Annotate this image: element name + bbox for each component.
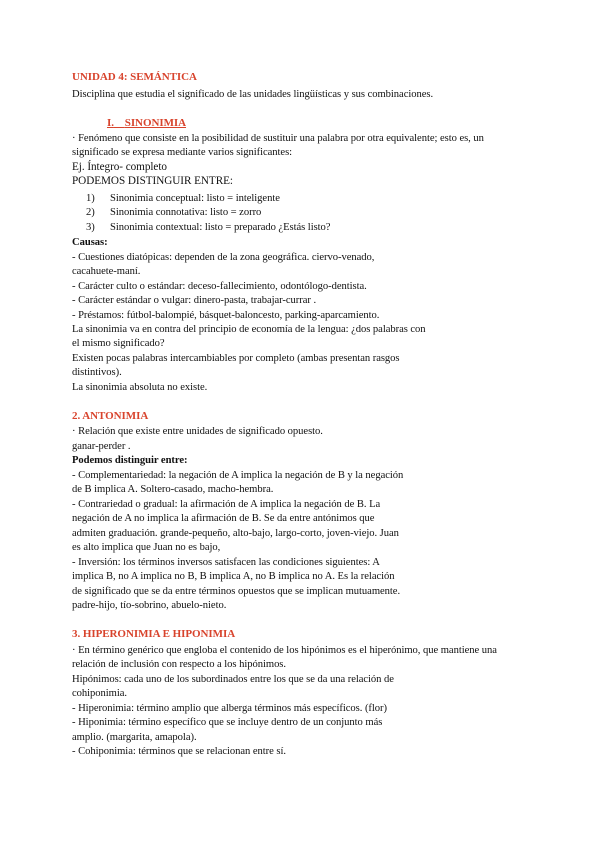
unit-title: UNIDAD 4: SEMÁNTICA (72, 71, 197, 83)
cause-line: - Préstamos: fútbol-balompié, básquet-baloncesto, parking-aparcamiento. (72, 310, 380, 321)
section-1-definition: · Fenómeno que consiste en la posibilidad de sustituir una palabra por otra equivalente; esto es, un (72, 133, 484, 144)
antonimia-line: - Inversión: los términos inversos satisfacen las condiciones siguientes: A (72, 557, 380, 568)
list-text: Sinonimia connotativa: listo = zorro (110, 207, 262, 218)
section-3-heading: 3. HIPERONIMIA E HIPONIMIA (72, 628, 236, 640)
section-2-definition: · Relación que existe entre unidades de significado opuesto. (72, 426, 323, 437)
hiperonimia-line: - Hiperonimia: término amplio que alberga términos más específicos. (flor) (72, 703, 387, 714)
section-2-distinguish: Podemos distinguir entre: (72, 455, 188, 466)
unit-description: Disciplina que estudia el significado de las unidades lingüísticas y sus combinaciones. (72, 89, 434, 100)
sinonimia-type-item (86, 221, 330, 234)
section-2-example: ganar-perder . (72, 441, 131, 452)
sinonimia-note: La sinonimia absoluta no existe. (72, 382, 208, 393)
section-1-example: Ej. Íntegro- completo (72, 161, 167, 173)
cause-line: cacahuete-maní. (72, 266, 141, 277)
sinonimia-type-item (86, 192, 280, 205)
section-1-title: SINONIMIA (124, 117, 187, 129)
section-1-number: I. (107, 117, 114, 129)
antonimia-line: padre-hijo, tío-sobrino, abuelo-nieto. (72, 600, 227, 611)
antonimia-line: es alto implica que Juan no es bajo, (72, 542, 221, 553)
sinonimia-note: distintivos). (72, 367, 122, 378)
cause-line: - Cuestiones diatópicas: dependen de la zona geográfica. ciervo-venado, (72, 252, 375, 263)
section-1-definition: significado se expresa mediante varios significantes: (72, 147, 293, 158)
hiperonimia-line: Hipónimos: cada uno de los subordinados entre los que se da una relación de (72, 674, 394, 685)
list-number: 3) (86, 222, 95, 233)
antonimia-line: - Complementariedad: la negación de A implica la negación de B y la negación (72, 470, 404, 481)
antonimia-line: - Contrariedad o gradual: la afirmación de A implica la negación de B. La (72, 499, 381, 510)
hiperonimia-line: amplio. (margarita, amapola). (72, 732, 197, 743)
list-text: Sinonimia contextual: listo = preparado ¿Estás listo? (110, 222, 331, 233)
sinonimia-note: La sinonimia va en contra del principio de economía de la lengua: ¿dos palabras con (72, 324, 426, 335)
causes-heading: Causas: (72, 237, 108, 248)
cause-line: - Carácter culto o estándar: deceso-fallecimiento, odontólogo-dentista. (72, 281, 367, 292)
section-1-distinguish: PODEMOS DISTINGUIR ENTRE: (72, 175, 233, 187)
hiperonimia-line: - Hiponimia: término específico que se incluye dentro de un conjunto más (72, 717, 383, 728)
list-number: 2) (86, 207, 95, 218)
section-1-heading (107, 117, 186, 130)
hiperonimia-line: · En término genérico que engloba el contenido de los hipónimos es el hiperónimo, que mantiene una (72, 645, 497, 656)
list-text: Sinonimia conceptual: listo = inteligente (110, 193, 280, 204)
section-2-heading: 2. ANTONIMIA (72, 410, 149, 422)
sinonimia-type-item (86, 206, 261, 219)
antonimia-line: admiten graduación. grande-pequeño, alto-bajo, largo-corto, joven-viejo. Juan (72, 528, 399, 539)
hiperonimia-line: relación de inclusión con respecto a los hipónimos. (72, 659, 286, 670)
antonimia-line: negación de A no implica la afirmación de B. Se da entre antónimos que (72, 513, 375, 524)
cause-line: - Carácter estándar o vulgar: dinero-pasta, trabajar-currar . (72, 295, 317, 306)
sinonimia-note: el mismo significado? (72, 338, 165, 349)
sinonimia-note: Existen pocas palabras intercambiables por completo (ambas presentan rasgos (72, 353, 400, 364)
antonimia-line: de significado que se da entre términos opuestos que se implican mutuamente. (72, 586, 401, 597)
hiperonimia-line: cohiponimia. (72, 688, 128, 699)
list-number: 1) (86, 193, 95, 204)
antonimia-line: de B implica A. Soltero-casado, macho-hembra. (72, 484, 274, 495)
antonimia-line: implica B, no A implica no B, B implica A, no B implica no A. Es la relación (72, 571, 395, 582)
hiperonimia-line: - Cohiponimia: términos que se relacionan entre sí. (72, 746, 286, 757)
